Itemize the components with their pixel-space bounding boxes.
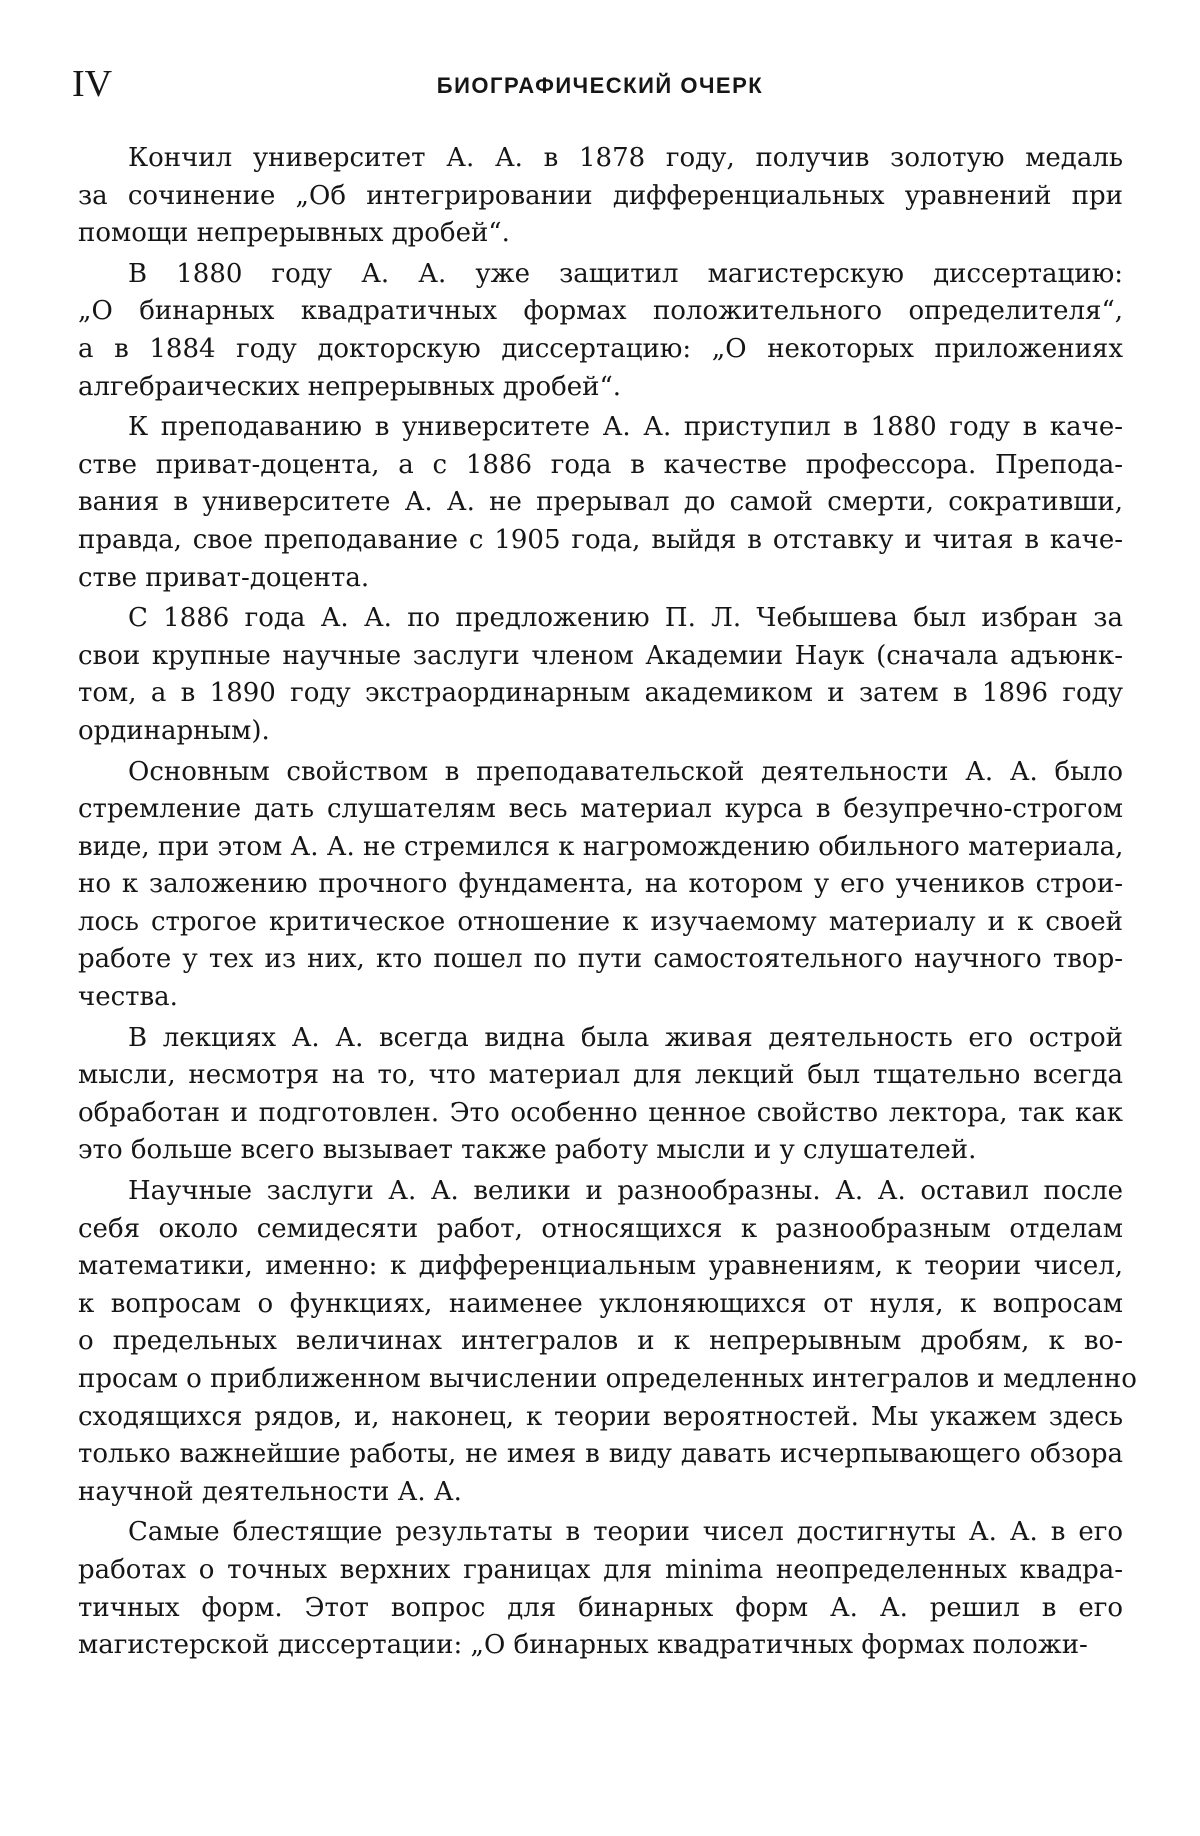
text-line: математики, именно: к дифференциальным уравнениям, к теории чисел, <box>78 1251 1123 1282</box>
paragraph <box>78 1514 1123 1664</box>
paragraph <box>78 754 1123 1017</box>
text-line: тичных форм. Этот вопрос для бинарных форм А. А. решил в его <box>78 1592 1123 1623</box>
text-line: магистерской диссертации: „О бинарных квадратичных формах положи- <box>78 1630 1088 1661</box>
text-line: стремление дать слушателям весь материал курса в безупречно-строгом <box>78 794 1123 825</box>
text-line: Основным свойством в преподавательской деятельности А. А. было <box>128 756 1123 787</box>
paragraph <box>78 140 1123 253</box>
text-line: стве приват-доцента, а с 1886 года в качестве профессора. Препода- <box>78 449 1123 480</box>
text-line: Научные заслуги А. А. велики и разнообразны. А. А. оставил после <box>128 1176 1123 1207</box>
text-line: Самые блестящие результаты в теории чисел достигнуты А. А. в его <box>128 1517 1123 1548</box>
text-line: „О бинарных квадратичных формах положительного определителя“, <box>78 296 1123 327</box>
text-line: себя около семидесяти работ, относящихся к разнообразным отделам <box>78 1213 1123 1244</box>
running-title: БИОГРАФИЧЕСКИЙ ОЧЕРК <box>436 73 764 98</box>
text-line: вания в университете А. А. не прерывал до самой смерти, сокративши, <box>78 487 1123 518</box>
paragraph <box>78 1173 1137 1511</box>
text-line: работах о точных верхних границах для minima неопределенных квадра- <box>78 1554 1123 1585</box>
text-line: В 1880 году А. А. уже защитил магистерскую диссертацию: <box>128 258 1123 289</box>
text-line: а в 1884 году докторскую диссертацию: „О некоторых приложениях <box>78 333 1123 364</box>
text-line: сходящихся рядов, и, наконец, к теории вероятностей. Мы укажем здесь <box>78 1401 1123 1432</box>
text-line: В лекциях А. А. всегда видна была живая деятельность его острой <box>128 1022 1123 1053</box>
text-line: просам о приближенном вычислении определенных интегралов и медленно <box>78 1364 1137 1394</box>
paragraph <box>78 409 1123 597</box>
text-line: К преподаванию в университете А. А. приступил в 1880 году в каче- <box>128 412 1123 443</box>
text-line: мысли, несмотря на то, что материал для лекций был тщательно всегда <box>78 1060 1123 1091</box>
text-line: но к заложению прочного фундамента, на котором у его учеников строи- <box>78 869 1123 900</box>
text-line: С 1886 года А. А. по предложению П. Л. Чебышева был избран за <box>128 603 1123 634</box>
text-line: обработан и подготовлен. Это особенно ценное свойство лектора, так как <box>78 1097 1123 1128</box>
text-line: ординарным). <box>78 715 270 746</box>
text-line: о предельных величинах интегралов и к непрерывным дробям, к во- <box>78 1326 1123 1357</box>
text-line: чества. <box>78 982 178 1013</box>
page-number: IV <box>72 63 113 105</box>
text-line: помощи непрерывных дробей“. <box>78 218 510 249</box>
paragraph <box>78 256 1123 406</box>
text-line: Кончил университет А. А. в 1878 году, получив золотую медаль <box>128 143 1123 173</box>
text-line: том, а в 1890 году экстраординарным академиком и затем в 1896 году <box>78 678 1123 709</box>
text-line: стве приват-доцента. <box>78 562 370 593</box>
body-text <box>78 140 1137 1668</box>
text-line: свои крупные научные заслуги членом Академии Наук (сначала адъюнк- <box>78 640 1123 671</box>
paragraph <box>78 600 1123 750</box>
text-line: виде, при этом А. А. не стремился к нагромождению обильного материала, <box>78 831 1124 862</box>
text-line: лось строгое критическое отношение к изучаемому материалу и к своей <box>78 906 1123 937</box>
text-line: работе у тех из них, кто пошел по пути самостоятельного научного твор- <box>78 944 1123 975</box>
text-line: научной деятельности А. А. <box>78 1476 462 1507</box>
text-line: за сочинение „Об интегрировании дифференциальных уравнений при <box>78 180 1123 211</box>
text-line: к вопросам о функциях, наименее уклоняющихся от нуля, к вопросам <box>78 1288 1123 1319</box>
page-header <box>0 64 1200 104</box>
paragraph <box>78 1020 1123 1170</box>
text-line: правда, свое преподавание с 1905 года, выйдя в отставку и читая в каче- <box>78 524 1123 555</box>
text-line: только важнейшие работы, не имея в виду давать исчерпывающего обзора <box>78 1439 1123 1470</box>
text-line: это больше всего вызывает также работу мысли и у слушателей. <box>78 1135 977 1166</box>
text-line: алгебраических непрерывных дробей“. <box>78 371 622 402</box>
